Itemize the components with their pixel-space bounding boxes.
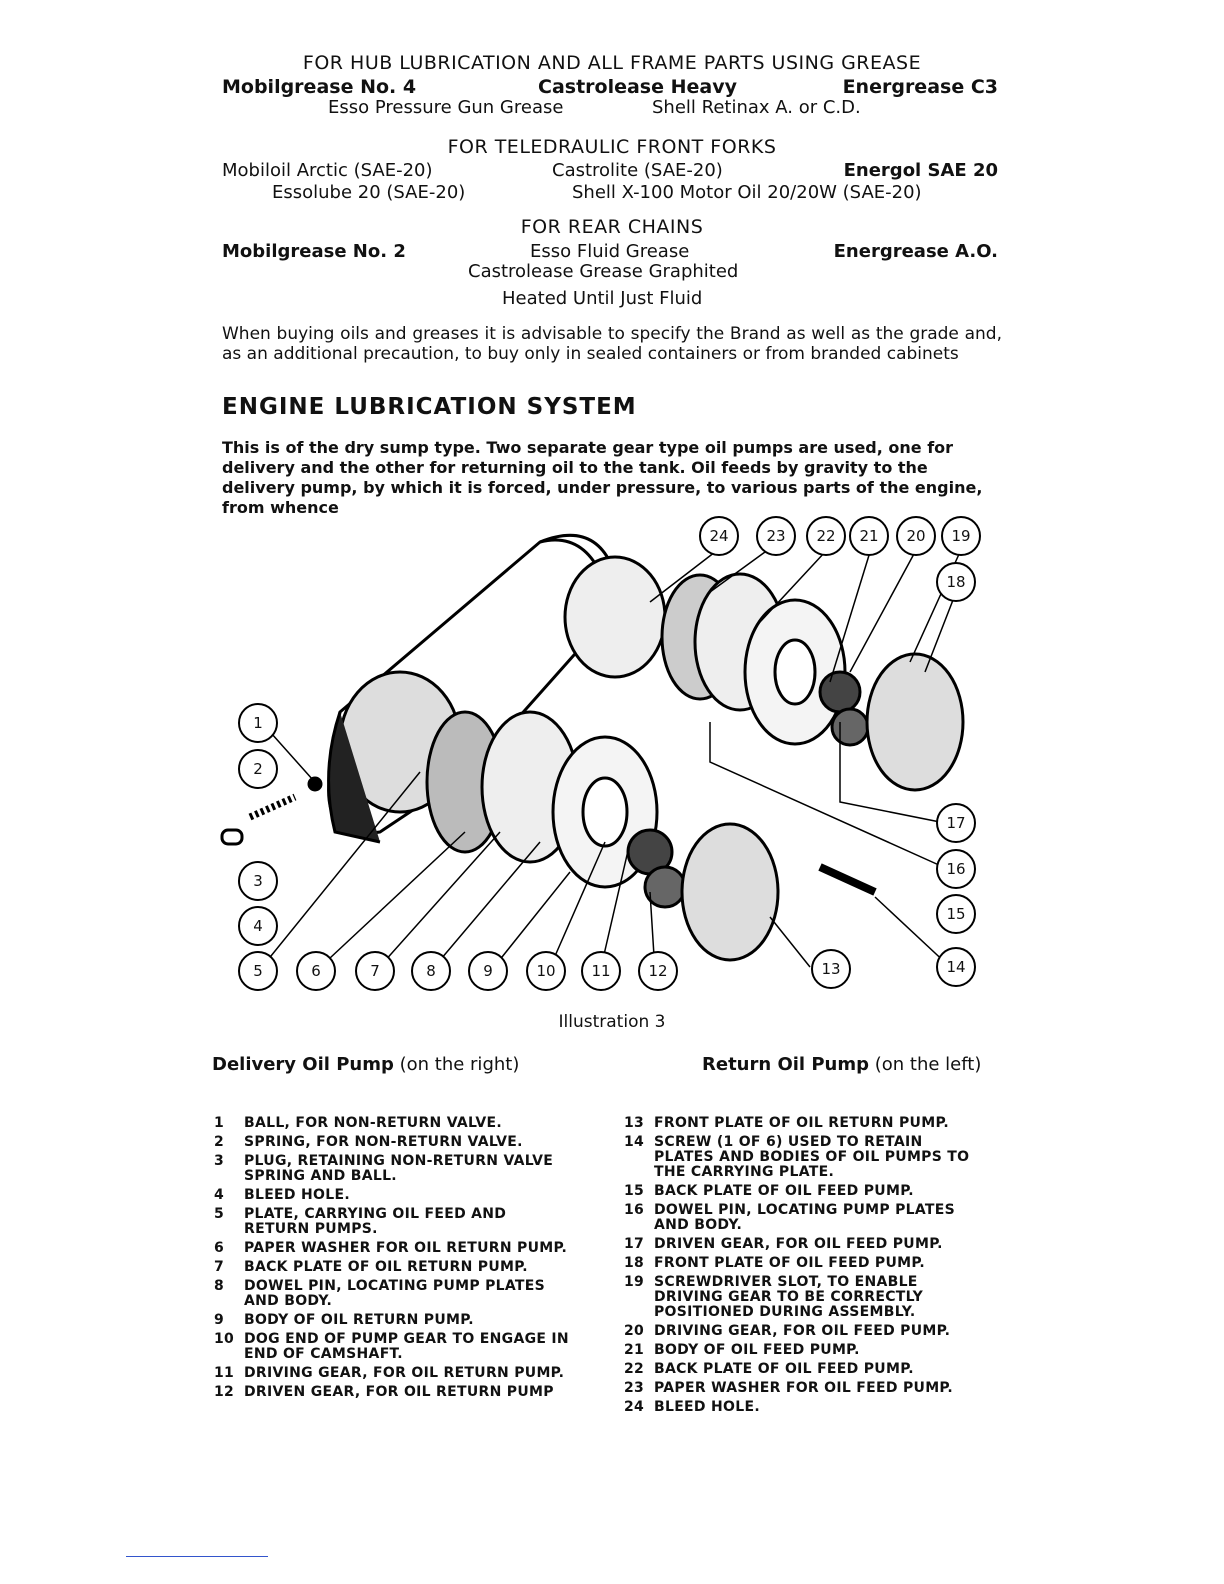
legend-item [214, 1207, 574, 1237]
callout-9: 9 [468, 951, 508, 991]
legend-item [214, 1385, 574, 1400]
legend-text: BODY OF OIL RETURN PUMP. [244, 1312, 474, 1328]
front-plate-feed [867, 654, 963, 790]
hub-b2: Shell Retinax A. or C.D. [652, 97, 861, 118]
legend-number: 16 [624, 1202, 645, 1218]
legend-number: 15 [624, 1183, 645, 1199]
legend-text: BACK PLATE OF OIL FEED PUMP. [654, 1183, 914, 1199]
callout-23: 23 [756, 516, 796, 556]
callout-8: 8 [411, 951, 451, 991]
advice-paragraph: When buying oils and greases it is advisable to specify the Brand as well as the grade and, as an additional precaution, to buy only in sealed containers or from branded cabinets [222, 324, 1002, 364]
legend-number: 14 [624, 1134, 645, 1150]
legend-number: 23 [624, 1380, 645, 1396]
legend-number: 9 [214, 1312, 225, 1328]
forks-heading: FOR TELEDRAULIC FRONT FORKS [447, 136, 777, 158]
legend-number: 18 [624, 1255, 645, 1271]
spring [250, 797, 295, 817]
legend-item [624, 1362, 984, 1377]
delivery-pump-note: (on the right) [399, 1054, 520, 1075]
delivery-pump-heading [212, 1054, 519, 1075]
return-pump-note: (on the left) [874, 1054, 982, 1075]
hub-a3: Energrease C3 [842, 76, 998, 98]
legend-item [214, 1332, 574, 1362]
legend-text: PAPER WASHER FOR OIL FEED PUMP. [654, 1380, 954, 1396]
legend-item [624, 1116, 984, 1131]
legend-item [624, 1343, 984, 1358]
callout-17: 17 [936, 803, 976, 843]
callout-3: 3 [238, 861, 278, 901]
legend-text: SCREW (1 OF 6) USED TO RETAIN PLATES AND BODIES OF OIL PUMPS TO THE CARRYING PLATE. [654, 1134, 970, 1180]
delivery-pump-label: Delivery Oil Pump [212, 1054, 394, 1075]
callout-11: 11 [581, 951, 621, 991]
legend-text: DRIVEN GEAR, FOR OIL RETURN PUMP [244, 1384, 554, 1400]
legend-item [214, 1279, 574, 1309]
legend-item [624, 1275, 984, 1320]
legend-number: 1 [214, 1115, 225, 1131]
legend-item [214, 1116, 574, 1131]
callout-21: 21 [849, 516, 889, 556]
legend-item [214, 1188, 574, 1203]
legend-number: 19 [624, 1274, 645, 1290]
callout-6: 6 [296, 951, 336, 991]
section-title: ENGINE LUBRICATION SYSTEM [222, 394, 637, 420]
legend-text: SCREWDRIVER SLOT, TO ENABLE DRIVING GEAR TO BE CORRECTLY POSITIONED DURING ASSEMBLY. [654, 1274, 924, 1320]
legend-text: SPRING, FOR NON-RETURN VALVE. [244, 1134, 523, 1150]
callout-5: 5 [238, 951, 278, 991]
legend-text: FRONT PLATE OF OIL RETURN PUMP. [654, 1115, 950, 1131]
legend-number: 5 [214, 1206, 225, 1222]
callout-24: 24 [699, 516, 739, 556]
legend-number: 22 [624, 1361, 645, 1377]
legend-number: 7 [214, 1259, 225, 1275]
legend-item [214, 1366, 574, 1381]
legend-text: DOG END OF PUMP GEAR TO ENGAGE IN END OF CAMSHAFT. [244, 1331, 569, 1362]
legend-item [624, 1203, 984, 1233]
legend-item [624, 1184, 984, 1199]
legend-number: 12 [214, 1384, 235, 1400]
chains-a1: Mobilgrease No. 2 [222, 241, 406, 262]
legend-number: 4 [214, 1187, 225, 1203]
forks-b2: Shell X-100 Motor Oil 20/20W (SAE-20) [572, 182, 922, 203]
callout-18: 18 [936, 562, 976, 602]
forks-a3: Energol SAE 20 [843, 160, 998, 181]
figure-caption: Illustration 3 [558, 1012, 666, 1032]
hub-b1: Esso Pressure Gun Grease [328, 97, 564, 118]
plug [222, 830, 242, 844]
chains-a2: Esso Fluid Grease [530, 241, 690, 262]
legend-item [624, 1324, 984, 1339]
legend-number: 20 [624, 1323, 645, 1339]
legend-text: DRIVING GEAR, FOR OIL RETURN PUMP. [244, 1365, 565, 1381]
driven-gear-feed [832, 709, 868, 745]
legend-number: 24 [624, 1399, 645, 1415]
front-plate-return [682, 824, 778, 960]
legend-item [624, 1400, 984, 1415]
callout-1: 1 [238, 703, 278, 743]
legend-text: BLEED HOLE. [654, 1399, 760, 1415]
legend-text: BODY OF OIL FEED PUMP. [654, 1342, 860, 1358]
chains-b1: Castrolease Grease Graphited [468, 261, 739, 282]
legend-text: BACK PLATE OF OIL FEED PUMP. [654, 1361, 914, 1377]
chains-c1: Heated Until Just Fluid [502, 288, 703, 309]
callout-22: 22 [806, 516, 846, 556]
ball [309, 778, 321, 790]
legend-text: BALL, FOR NON-RETURN VALVE. [244, 1115, 502, 1131]
legend-number: 3 [214, 1153, 225, 1169]
legend-item [624, 1256, 984, 1271]
legend-text: PLUG, RETAINING NON-RETURN VALVE SPRING AND BALL. [244, 1153, 554, 1184]
legend-number: 8 [214, 1278, 225, 1294]
chains-a3: Energrease A.O. [833, 241, 998, 262]
callout-4: 4 [238, 906, 278, 946]
intro-paragraph: This is of the dry sump type. Two separate gear type oil pumps are used, one for delivery and the other for returning oil to the tank. Oil feeds by gravity to the delivery pump, by which it is forced, under pressure, to various parts of the engine, from whence [222, 438, 983, 517]
hub-heading: FOR HUB LUBRICATION AND ALL FRAME PARTS USING GREASE [302, 52, 922, 74]
legend-text: FRONT PLATE OF OIL FEED PUMP. [654, 1255, 926, 1271]
legend-number: 11 [214, 1365, 235, 1381]
legend-item [214, 1313, 574, 1328]
callout-7: 7 [355, 951, 395, 991]
legend-number: 10 [214, 1331, 235, 1347]
legend-item [214, 1241, 574, 1256]
legend-item [214, 1135, 574, 1150]
legend-text: DRIVEN GEAR, FOR OIL FEED PUMP. [654, 1236, 943, 1252]
callout-10: 10 [526, 951, 566, 991]
hub-a1: Mobilgrease No. 4 [222, 76, 417, 98]
legend-number: 13 [624, 1115, 645, 1131]
forks-a2: Castrolite (SAE-20) [552, 160, 723, 181]
legend-text: PAPER WASHER FOR OIL RETURN PUMP. [244, 1240, 568, 1256]
legend-item [624, 1381, 984, 1396]
callout-15: 15 [936, 894, 976, 934]
front-boss [565, 557, 665, 677]
callout-19: 19 [941, 516, 981, 556]
legend-text: DOWEL PIN, LOCATING PUMP PLATES AND BODY. [244, 1278, 546, 1309]
callout-14: 14 [936, 947, 976, 987]
oil-pump-exploded-diagram [210, 512, 1010, 1002]
footer-rule [126, 1556, 268, 1557]
legend-number: 17 [624, 1236, 645, 1252]
callout-12: 12 [638, 951, 678, 991]
legend-item [214, 1154, 574, 1184]
chains-heading: FOR REAR CHAINS [520, 216, 704, 238]
callout-13: 13 [811, 949, 851, 989]
forks-a1: Mobiloil Arctic (SAE-20) [222, 160, 433, 181]
legend-item [214, 1260, 574, 1275]
callout-20: 20 [896, 516, 936, 556]
legend-number: 2 [214, 1134, 225, 1150]
return-pump-label: Return Oil Pump [702, 1054, 870, 1075]
callout-16: 16 [936, 849, 976, 889]
legend-number: 21 [624, 1342, 645, 1358]
callout-2: 2 [238, 749, 278, 789]
return-pump-heading [702, 1054, 981, 1075]
legend-text: DRIVING GEAR, FOR OIL FEED PUMP. [654, 1323, 951, 1339]
legend-text: BACK PLATE OF OIL RETURN PUMP. [244, 1259, 528, 1275]
hub-a2: Castrolease Heavy [538, 76, 737, 98]
legend-right [624, 1116, 984, 1419]
legend-text: DOWEL PIN, LOCATING PUMP PLATES AND BODY. [654, 1202, 956, 1233]
legend-left [214, 1116, 574, 1404]
legend-item [624, 1237, 984, 1252]
legend-item [624, 1135, 984, 1180]
driving-gear-feed [820, 672, 860, 712]
forks-b1: Essolube 20 (SAE-20) [272, 182, 466, 203]
legend-text: BLEED HOLE. [244, 1187, 350, 1203]
legend-text: PLATE, CARRYING OIL FEED AND RETURN PUMPS. [244, 1206, 507, 1237]
legend-number: 6 [214, 1240, 225, 1256]
